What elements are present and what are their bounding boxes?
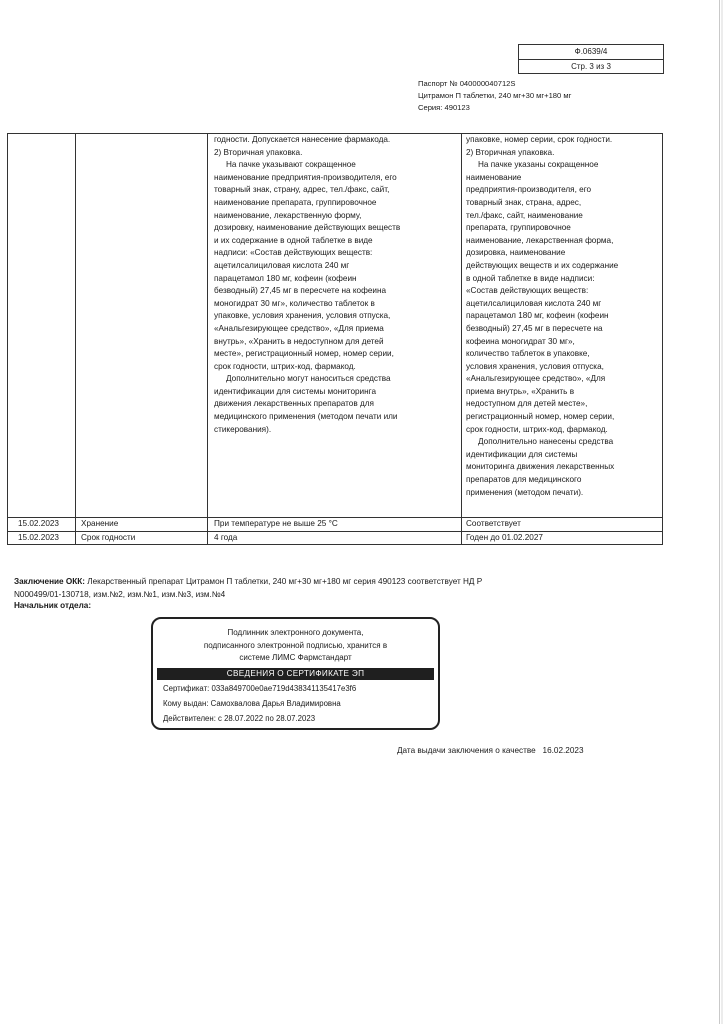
- cell-text-line: ацетилсалициловая кислота 240 мг: [214, 260, 350, 270]
- cell-text-line: тел./факс, сайт, наименование: [466, 210, 583, 220]
- cell-text-line: 2) Вторичная упаковка.: [214, 147, 303, 157]
- signature-line: Подлинник электронного документа,: [227, 628, 364, 637]
- issued-to-line: [163, 698, 341, 710]
- cell-text-line: «Анальгезирующее средство», «Для: [466, 374, 606, 384]
- cell-text-line: стикерования).: [214, 424, 272, 434]
- page-indicator: Стр. 3 из 3: [571, 62, 611, 71]
- cell-text-line: наименование, лекарственная форма,: [466, 235, 614, 245]
- cell-text-line: в одной таблетке в виде надписи:: [466, 273, 595, 283]
- cell-text-line: парацетамол 180 мг, кофеин (кофеин: [466, 311, 609, 321]
- cell-text-line: препарата, группировочное: [466, 223, 571, 233]
- issue-date-value: 16.02.2023: [542, 746, 584, 755]
- cell-text-line: ацетилсалициловая кислота 240 мг: [466, 298, 602, 308]
- issued-to-label: Кому выдан:: [163, 699, 209, 708]
- cell-text-line: Дополнительно могут наноситься средства: [226, 374, 391, 384]
- certificate-value: 033a849700e0ae719d438341135417e3f6: [211, 684, 357, 693]
- cell-text-line: Дополнительно нанесены средства: [478, 437, 614, 447]
- row-date: 15.02.2023: [18, 533, 59, 542]
- signature-line: подписанного электронной подписью, хранится в: [203, 640, 388, 650]
- cell-text-line: срок годности, штрих-код, фармакод.: [214, 361, 356, 371]
- row-name: Хранение: [81, 519, 119, 528]
- passport-product: Цитрамон П таблетки, 240 мг+30 мг+180 мг: [418, 91, 572, 100]
- cell-text-line: недоступном для детей месте»,: [466, 399, 588, 409]
- cell-text-line: дозировка, наименование: [466, 248, 566, 258]
- valid-value: с 28.07.2022 по 28.07.2023: [218, 714, 316, 723]
- cell-text-line: внутрь», «Хранить в недоступном для детей: [214, 336, 384, 346]
- cell-text-line: движения лекарственных препаратов для: [214, 399, 374, 409]
- issue-date-line: [397, 746, 584, 755]
- row-result: Соответствует: [466, 519, 521, 528]
- result-cell: [466, 134, 662, 499]
- cell-text-line: условия хранения, условия отпуска,: [466, 361, 604, 371]
- cell-text-line: препаратов для медицинского: [466, 475, 582, 485]
- table-divider: [461, 134, 462, 544]
- cell-text-line: срок годности, штрих-код, фармакод.: [466, 424, 608, 434]
- cell-text-line: безводный) 27,45 мг в пересчете на: [466, 323, 603, 333]
- valid-label: Действителен:: [163, 714, 216, 723]
- cell-text-line: предприятия-производителя, его: [466, 185, 592, 195]
- scan-edge: [721, 0, 723, 1024]
- row-result: Годен до 01.02.2027: [466, 533, 543, 542]
- cell-text-line: дозировку, наименование действующих веществ: [214, 223, 401, 233]
- certificate-label: Сертификат:: [163, 684, 210, 693]
- form-code-box: [518, 44, 664, 74]
- conclusion-text: Лекарственный препарат Цитрамон П таблетки, 240 мг+30 мг+180 мг серия 490123 соответствует НД Р: [84, 577, 483, 586]
- cell-text-line: безводный) 27,45 мг в пересчете на кофеина: [214, 286, 387, 296]
- cell-text-line: мониторинга движения лекарственных: [466, 462, 615, 472]
- certificate-band: СВЕДЕНИЯ О СЕРТИФИКАТЕ ЭП: [157, 668, 434, 680]
- certificate-line: [163, 683, 356, 695]
- cell-text-line: наименование препарата, группировочное: [214, 197, 377, 207]
- signature-line: системе ЛИМС Фармстандарт: [239, 653, 352, 662]
- e-signature-stamp: [151, 617, 440, 730]
- cell-text-line: товарный знак, страна, адрес,: [466, 197, 582, 207]
- cell-text-line: кофеина моногидрат 30 мг»,: [466, 336, 575, 346]
- cell-text-line: 2) Вторичная упаковка.: [466, 147, 555, 157]
- cell-text-line: месте», регистрационный номер, номер серии,: [214, 349, 394, 359]
- cell-text-line: упаковке, условия хранения, условия отпуска,: [214, 311, 391, 321]
- passport-block: [418, 78, 571, 114]
- issue-date-label: Дата выдачи заключения о качестве: [397, 746, 536, 755]
- cell-text-line: наименование предприятия-производителя, его: [214, 172, 397, 182]
- cell-text-line: идентификации для системы: [466, 449, 578, 459]
- cell-text-line: регистрационный номер, номер серии,: [466, 412, 615, 422]
- row-date: 15.02.2023: [18, 519, 59, 528]
- quality-table: [7, 133, 663, 545]
- conclusion-label: Заключение ОКК:: [14, 577, 85, 586]
- passport-number: Паспорт № 040000040712S: [418, 79, 516, 88]
- cell-text-line: наименование: [466, 172, 522, 182]
- cell-text-line: парацетамол 180 мг, кофеин (кофеин: [214, 273, 357, 283]
- cell-text-line: применения (методом печати).: [466, 487, 584, 497]
- valid-line: [163, 713, 315, 725]
- cell-text-line: товарный знак, страну, адрес, тел./факс, сайт,: [214, 185, 390, 195]
- row-requirement: 4 года: [214, 533, 238, 542]
- cell-text-line: наименование, лекарственную форму,: [214, 210, 362, 220]
- table-divider: [207, 134, 208, 544]
- cell-text-line: годности. Допускается нанесение фармакода.: [214, 135, 391, 144]
- cell-text-line: идентификации для системы мониторинга: [214, 386, 377, 396]
- row-requirement: При температуре не выше 25 °С: [214, 519, 338, 528]
- cell-text-line: На пачке указаны сокращенное: [478, 160, 599, 170]
- cell-text-line: действующих веществ и их содержание: [466, 260, 619, 270]
- cell-text-line: и их содержание в одной таблетке в виде: [214, 235, 373, 245]
- cell-text-line: моногидрат 30 мг», количество таблеток в: [214, 298, 375, 308]
- signature-header: [153, 627, 438, 665]
- scan-edge-line: [719, 0, 720, 1024]
- table-divider: [75, 134, 76, 544]
- passport-series: Серия: 490123: [418, 103, 470, 112]
- department-head-label: Начальник отдела:: [14, 601, 92, 610]
- cell-text-line: приема внутрь», «Хранить в: [466, 386, 575, 396]
- cell-text-line: «Анальгезирующее средство», «Для приема: [214, 323, 384, 333]
- conclusion-block: [14, 575, 634, 601]
- conclusion-text-2: N000499/01-130718, изм.№2, изм.№1, изм.№3, изм.№4: [14, 590, 226, 599]
- cell-text-line: «Состав действующих веществ:: [466, 286, 589, 296]
- requirement-cell: [214, 134, 460, 436]
- cell-text-line: надписи: «Состав действующих веществ:: [214, 248, 373, 258]
- form-code: Ф.0639/4: [519, 45, 663, 60]
- cell-text-line: количество таблеток в упаковке,: [466, 349, 590, 359]
- cell-text-line: медицинского применения (методом печати или: [214, 412, 398, 422]
- cell-text-line: упаковке, номер серии, срок годности.: [466, 135, 613, 144]
- row-name: Срок годности: [81, 533, 136, 542]
- issued-to-value: Самохвалова Дарья Владимировна: [210, 699, 341, 708]
- cell-text-line: На пачке указывают сокращенное: [226, 160, 356, 170]
